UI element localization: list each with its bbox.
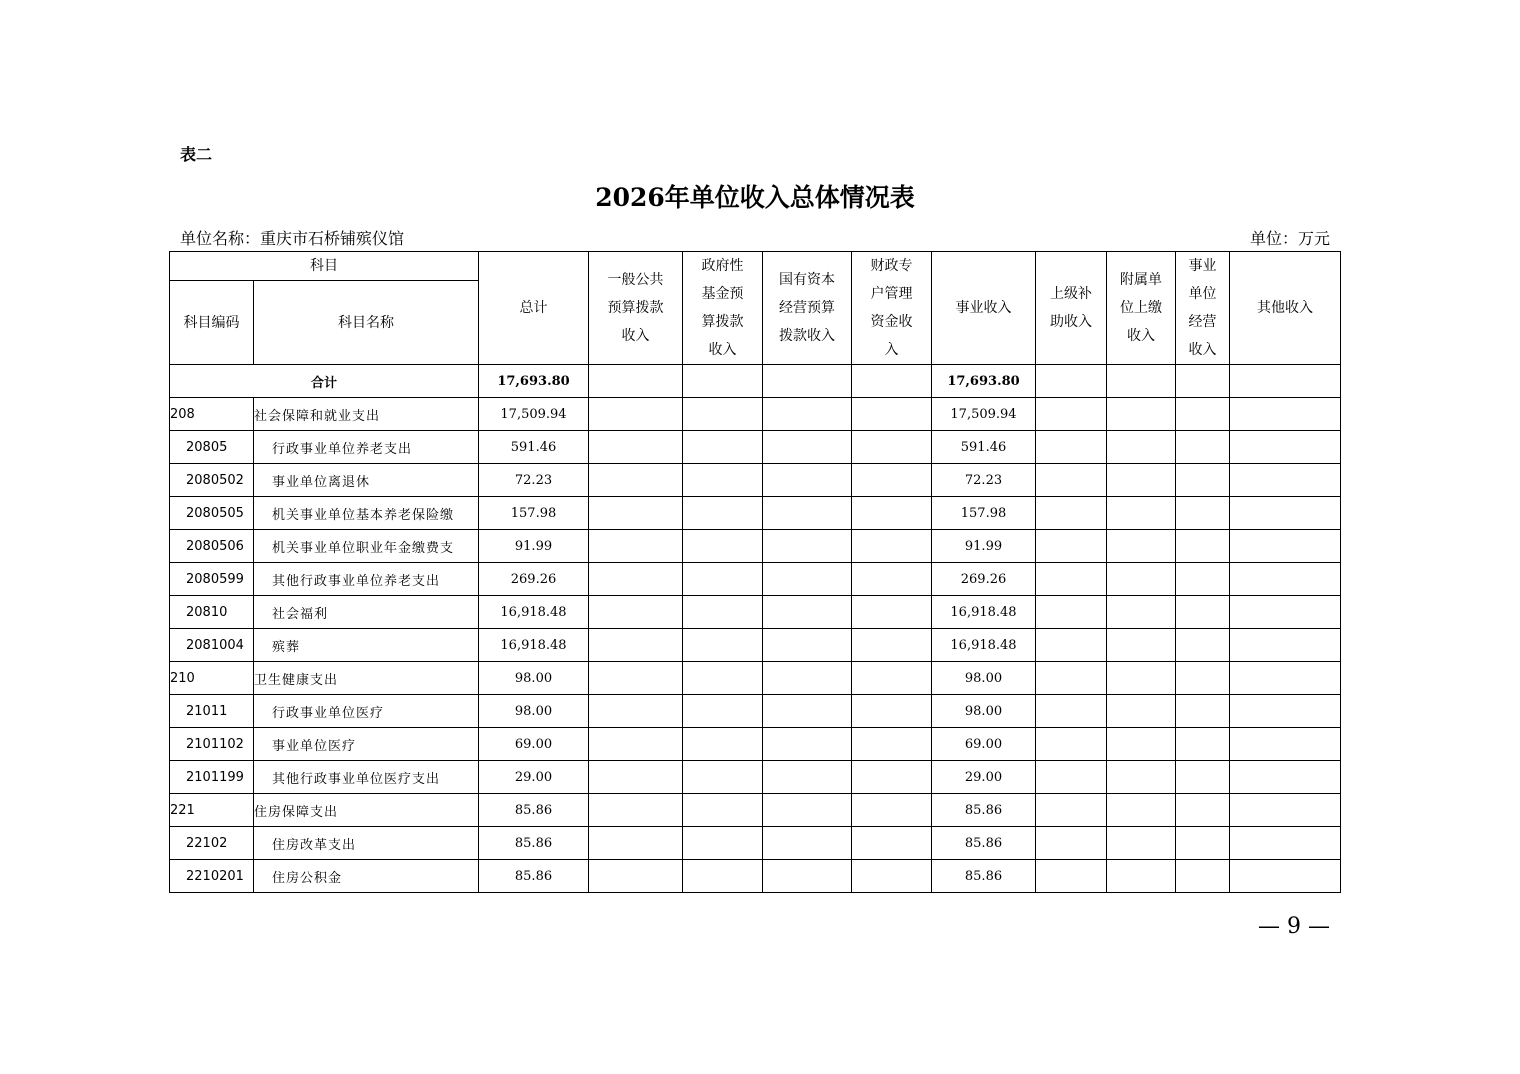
header-line: 财政专 <box>870 258 913 274</box>
row-business-income: 29.00 <box>932 761 1036 794</box>
empty-cell <box>1107 662 1176 695</box>
empty-cell <box>1230 530 1341 563</box>
unit-name: 单位名称：重庆市石桥铺殡仪馆 <box>180 229 405 248</box>
document-title: 2026年单位收入总体情况表 <box>595 183 915 212</box>
empty-cell <box>1176 464 1230 497</box>
table-row <box>170 860 1341 893</box>
subject-code: 2080502 <box>170 464 254 497</box>
subject-name: 事业单位医疗 <box>254 728 479 761</box>
empty-cell <box>1107 728 1176 761</box>
row-business-income: 269.26 <box>932 563 1036 596</box>
row-business-income: 157.98 <box>932 497 1036 530</box>
empty-cell <box>763 794 852 827</box>
header-line: 国有资本 <box>779 272 835 288</box>
empty-cell <box>1176 695 1230 728</box>
header-gov-fund-lines <box>683 252 762 364</box>
subject-code: 20810 <box>170 596 254 629</box>
total-row <box>170 365 1341 398</box>
header-subject-name: 科目名称 <box>254 281 479 365</box>
table-row <box>170 695 1341 728</box>
empty-cell <box>1107 464 1176 497</box>
empty-cell <box>852 497 932 530</box>
header-line: 收入 <box>1127 328 1155 344</box>
row-business-income: 591.46 <box>932 431 1036 464</box>
empty-cell <box>683 365 763 398</box>
subject-code: 2101102 <box>170 728 254 761</box>
row-total: 72.23 <box>479 464 589 497</box>
empty-cell <box>1230 662 1341 695</box>
empty-cell <box>589 629 683 662</box>
empty-cell <box>1107 431 1176 464</box>
empty-cell <box>1230 860 1341 893</box>
empty-cell <box>763 431 852 464</box>
header-line: 收入 <box>1188 342 1217 358</box>
header-line: 位上缴 <box>1120 300 1162 316</box>
empty-cell <box>1230 629 1341 662</box>
empty-cell <box>683 431 763 464</box>
empty-cell <box>1036 530 1107 563</box>
empty-cell <box>1036 827 1107 860</box>
header-fiscal-account <box>852 252 932 365</box>
empty-cell <box>763 596 852 629</box>
empty-cell <box>763 398 852 431</box>
row-business-income: 72.23 <box>932 464 1036 497</box>
empty-cell <box>1176 860 1230 893</box>
empty-cell <box>683 530 763 563</box>
empty-cell <box>683 464 763 497</box>
empty-cell <box>763 695 852 728</box>
empty-cell <box>1107 761 1176 794</box>
header-operating-income-lines <box>1176 252 1229 364</box>
empty-cell <box>1107 563 1176 596</box>
empty-cell <box>852 365 932 398</box>
row-total: 157.98 <box>479 497 589 530</box>
header-total: 总计 <box>479 252 589 365</box>
table-row <box>170 596 1341 629</box>
empty-cell <box>763 629 852 662</box>
row-total: 98.00 <box>479 662 589 695</box>
empty-cell <box>1036 464 1107 497</box>
empty-cell <box>1230 497 1341 530</box>
empty-cell <box>763 728 852 761</box>
empty-cell <box>852 860 932 893</box>
empty-cell <box>1176 365 1230 398</box>
empty-cell <box>852 728 932 761</box>
row-total: 69.00 <box>479 728 589 761</box>
empty-cell <box>852 530 932 563</box>
empty-cell <box>763 563 852 596</box>
header-line: 入 <box>884 342 899 358</box>
empty-cell <box>763 860 852 893</box>
empty-cell <box>589 596 683 629</box>
empty-cell <box>1230 563 1341 596</box>
row-total: 85.86 <box>479 794 589 827</box>
empty-cell <box>1230 695 1341 728</box>
empty-cell <box>1036 398 1107 431</box>
empty-cell <box>1036 860 1107 893</box>
empty-cell <box>683 695 763 728</box>
header-line: 收入 <box>708 342 737 358</box>
empty-cell <box>589 563 683 596</box>
empty-cell <box>1176 629 1230 662</box>
table-row <box>170 728 1341 761</box>
subject-name: 社会保障和就业支出 <box>254 398 479 431</box>
table-row <box>170 761 1341 794</box>
row-business-income: 69.00 <box>932 728 1036 761</box>
empty-cell <box>1176 761 1230 794</box>
empty-cell <box>683 398 763 431</box>
subject-name: 住房保障支出 <box>254 794 479 827</box>
empty-cell <box>1230 596 1341 629</box>
empty-cell <box>1176 431 1230 464</box>
header-line: 上级补 <box>1050 286 1092 302</box>
empty-cell <box>1176 596 1230 629</box>
empty-cell <box>683 827 763 860</box>
header-line: 户管理 <box>870 286 913 302</box>
empty-cell <box>1107 827 1176 860</box>
empty-cell <box>1107 530 1176 563</box>
empty-cell <box>1036 662 1107 695</box>
header-line: 单位 <box>1188 286 1217 302</box>
empty-cell <box>1107 794 1176 827</box>
subject-code: 22102 <box>170 827 254 860</box>
subject-code: 20805 <box>170 431 254 464</box>
subject-name: 殡葬 <box>254 629 479 662</box>
table-row <box>170 464 1341 497</box>
row-business-income: 98.00 <box>932 662 1036 695</box>
empty-cell <box>589 464 683 497</box>
empty-cell <box>1036 728 1107 761</box>
row-total: 269.26 <box>479 563 589 596</box>
empty-cell <box>1230 365 1341 398</box>
empty-cell <box>1230 728 1341 761</box>
empty-cell <box>1036 596 1107 629</box>
empty-cell <box>589 431 683 464</box>
header-fiscal-account-lines <box>852 252 931 364</box>
empty-cell <box>1176 794 1230 827</box>
empty-cell <box>1107 629 1176 662</box>
header-superior-subsidy-lines <box>1036 280 1106 336</box>
empty-cell <box>1176 497 1230 530</box>
row-total: 591.46 <box>479 431 589 464</box>
empty-cell <box>1230 431 1341 464</box>
header-line: 收入 <box>621 328 650 344</box>
empty-cell <box>852 398 932 431</box>
total-label: 合计 <box>170 365 479 398</box>
empty-cell <box>763 827 852 860</box>
page-number: — 9 — <box>1258 914 1330 939</box>
row-total: 16,918.48 <box>479 629 589 662</box>
table-label: 表二 <box>180 145 213 164</box>
empty-cell <box>589 365 683 398</box>
empty-cell <box>763 497 852 530</box>
empty-cell <box>589 827 683 860</box>
row-total: 85.86 <box>479 860 589 893</box>
row-business-income: 98.00 <box>932 695 1036 728</box>
row-business-income: 85.86 <box>932 827 1036 860</box>
empty-cell <box>683 596 763 629</box>
header-subject: 科目 <box>170 252 479 281</box>
empty-cell <box>1036 794 1107 827</box>
row-business-income: 85.86 <box>932 794 1036 827</box>
subject-code: 2081004 <box>170 629 254 662</box>
header-subject-code: 科目编码 <box>170 281 254 365</box>
row-total: 85.86 <box>479 827 589 860</box>
empty-cell <box>852 629 932 662</box>
unit-label: 单位：万元 <box>1249 229 1330 248</box>
subject-name: 行政事业单位医疗 <box>254 695 479 728</box>
empty-cell <box>1176 728 1230 761</box>
empty-cell <box>1176 530 1230 563</box>
header-line: 一般公共 <box>607 272 664 288</box>
header-affiliated-unit-lines <box>1107 266 1175 350</box>
empty-cell <box>852 431 932 464</box>
table-row <box>170 431 1341 464</box>
empty-cell <box>1036 365 1107 398</box>
empty-cell <box>852 563 932 596</box>
subject-code: 210 <box>170 662 254 695</box>
header-line: 基金预 <box>701 286 744 302</box>
header-line: 附属单 <box>1120 272 1162 288</box>
empty-cell <box>683 662 763 695</box>
header-gov-fund <box>683 252 763 365</box>
empty-cell <box>1176 662 1230 695</box>
table-row <box>170 563 1341 596</box>
empty-cell <box>852 662 932 695</box>
empty-cell <box>589 728 683 761</box>
empty-cell <box>763 530 852 563</box>
empty-cell <box>852 464 932 497</box>
empty-cell <box>589 860 683 893</box>
empty-cell <box>1176 827 1230 860</box>
empty-cell <box>683 563 763 596</box>
header-superior-subsidy <box>1036 252 1107 365</box>
empty-cell <box>1176 398 1230 431</box>
empty-cell <box>683 497 763 530</box>
empty-cell <box>1107 695 1176 728</box>
empty-cell <box>1107 860 1176 893</box>
row-business-income: 16,918.48 <box>932 629 1036 662</box>
table-row <box>170 629 1341 662</box>
row-business-income: 16,918.48 <box>932 596 1036 629</box>
header-state-capital-lines <box>763 266 851 350</box>
empty-cell <box>1107 398 1176 431</box>
empty-cell <box>763 365 852 398</box>
header-operating-income <box>1176 252 1230 365</box>
empty-cell <box>1107 497 1176 530</box>
subject-name: 事业单位离退休 <box>254 464 479 497</box>
header-line: 事业 <box>1188 258 1217 274</box>
header-line: 助收入 <box>1050 314 1092 330</box>
table-row <box>170 794 1341 827</box>
subject-name: 卫生健康支出 <box>254 662 479 695</box>
subject-name: 住房改革支出 <box>254 827 479 860</box>
table-row <box>170 398 1341 431</box>
empty-cell <box>1036 497 1107 530</box>
header-state-capital <box>763 252 852 365</box>
row-total: 29.00 <box>479 761 589 794</box>
header-line: 资金收 <box>870 314 913 330</box>
subject-code: 221 <box>170 794 254 827</box>
header-business-income: 事业收入 <box>932 252 1036 365</box>
row-total: 98.00 <box>479 695 589 728</box>
empty-cell <box>1107 365 1176 398</box>
empty-cell <box>589 662 683 695</box>
row-business-income: 85.86 <box>932 860 1036 893</box>
empty-cell <box>589 761 683 794</box>
table-row <box>170 662 1341 695</box>
empty-cell <box>1036 431 1107 464</box>
subject-name: 其他行政事业单位医疗支出 <box>254 761 479 794</box>
subject-code: 2080506 <box>170 530 254 563</box>
empty-cell <box>1036 563 1107 596</box>
row-business-income: 17,509.94 <box>932 398 1036 431</box>
empty-cell <box>589 497 683 530</box>
header-affiliated-unit <box>1107 252 1176 365</box>
total-value: 17,693.80 <box>479 365 589 398</box>
empty-cell <box>1036 761 1107 794</box>
subject-name: 机关事业单位基本养老保险缴 <box>254 497 479 530</box>
empty-cell <box>683 728 763 761</box>
subject-name: 住房公积金 <box>254 860 479 893</box>
subject-name: 机关事业单位职业年金缴费支 <box>254 530 479 563</box>
empty-cell <box>852 794 932 827</box>
empty-cell <box>683 629 763 662</box>
subject-code: 2080505 <box>170 497 254 530</box>
empty-cell <box>589 398 683 431</box>
subject-code: 21011 <box>170 695 254 728</box>
header-line: 经营预算 <box>779 300 835 316</box>
header-other-income: 其他收入 <box>1230 252 1341 365</box>
subject-code: 208 <box>170 398 254 431</box>
empty-cell <box>683 794 763 827</box>
header-line: 拨款收入 <box>779 328 835 344</box>
empty-cell <box>589 794 683 827</box>
header-general-budget-lines <box>589 266 682 350</box>
subject-code: 2080599 <box>170 563 254 596</box>
empty-cell <box>1036 629 1107 662</box>
table-row <box>170 827 1341 860</box>
table-row <box>170 497 1341 530</box>
subject-code: 2101199 <box>170 761 254 794</box>
empty-cell <box>763 761 852 794</box>
empty-cell <box>852 695 932 728</box>
header-line: 预算拨款 <box>607 300 664 316</box>
header-line: 算拨款 <box>701 314 744 330</box>
empty-cell <box>1230 398 1341 431</box>
empty-cell <box>589 695 683 728</box>
empty-cell <box>1036 695 1107 728</box>
empty-cell <box>683 860 763 893</box>
row-business-income: 91.99 <box>932 530 1036 563</box>
empty-cell <box>852 596 932 629</box>
empty-cell <box>1230 794 1341 827</box>
subject-code: 2210201 <box>170 860 254 893</box>
row-total: 91.99 <box>479 530 589 563</box>
table-body <box>170 365 1341 893</box>
subject-name: 行政事业单位养老支出 <box>254 431 479 464</box>
row-total: 16,918.48 <box>479 596 589 629</box>
header-line: 政府性 <box>701 258 744 274</box>
empty-cell <box>589 530 683 563</box>
row-total: 17,509.94 <box>479 398 589 431</box>
empty-cell <box>852 827 932 860</box>
header-line: 经营 <box>1188 314 1217 330</box>
table-row <box>170 530 1341 563</box>
empty-cell <box>763 662 852 695</box>
empty-cell <box>763 464 852 497</box>
header-general-budget <box>589 252 683 365</box>
empty-cell <box>683 761 763 794</box>
empty-cell <box>1176 563 1230 596</box>
subject-name: 社会福利 <box>254 596 479 629</box>
empty-cell <box>1230 761 1341 794</box>
subject-name: 其他行政事业单位养老支出 <box>254 563 479 596</box>
income-table <box>169 251 1341 893</box>
empty-cell <box>852 761 932 794</box>
empty-cell <box>1230 464 1341 497</box>
total-business-income: 17,693.80 <box>932 365 1036 398</box>
empty-cell <box>1230 827 1341 860</box>
empty-cell <box>1107 596 1176 629</box>
